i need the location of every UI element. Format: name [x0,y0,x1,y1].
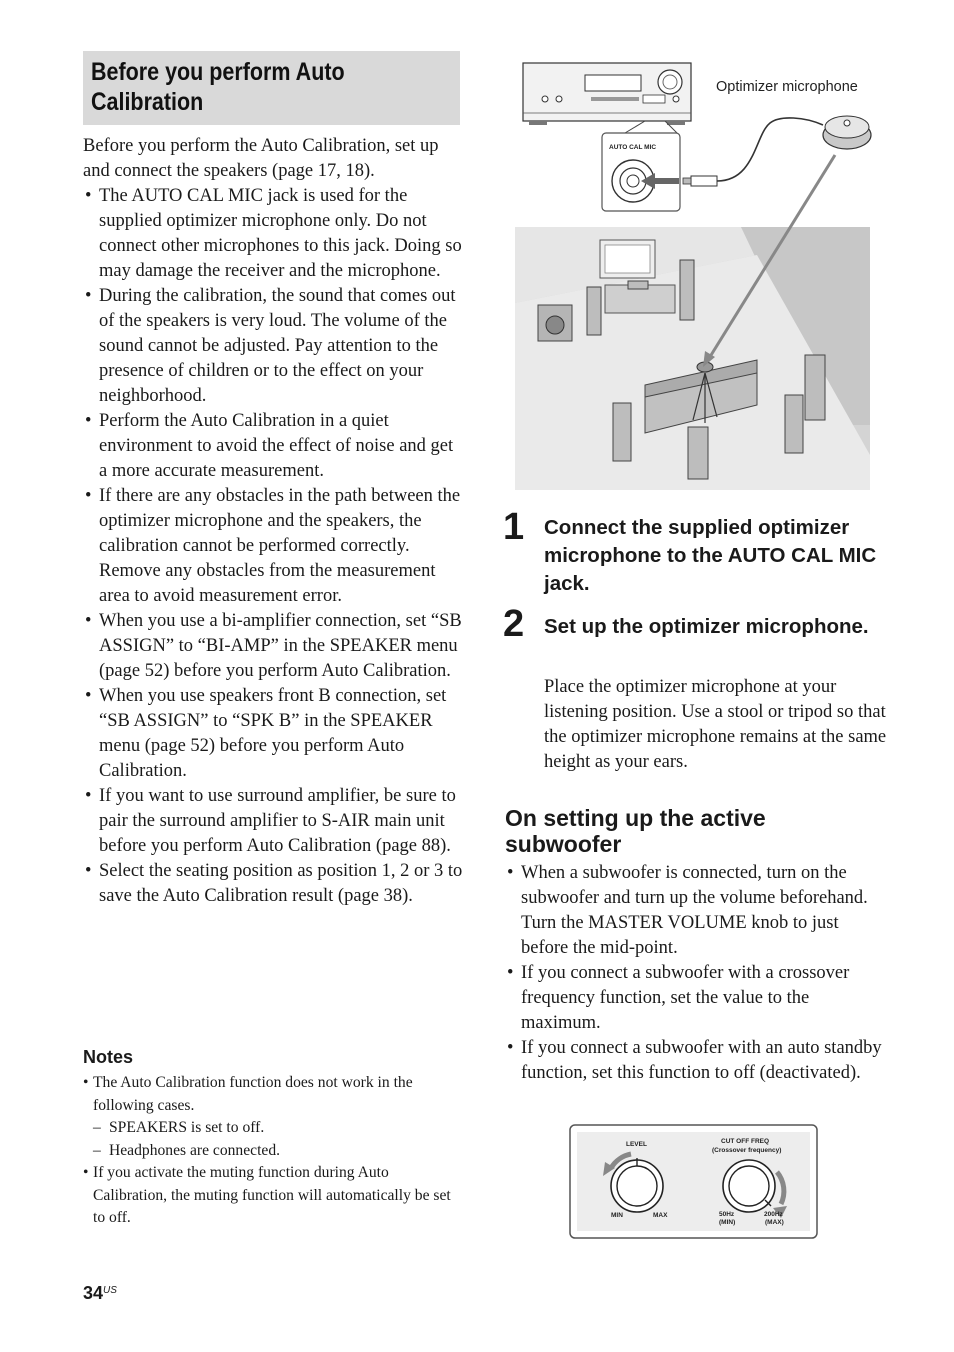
list-item: • If you connect a subwoofer with a crossover frequency function, set the value to the maximum. [505,961,890,1036]
level-min-label: MIN [611,1212,623,1219]
step-1-title: Connect the supplied optimizer microphone to the AUTO CAL MIC jack. [544,516,877,595]
freq-min-label: 50Hz [719,1211,735,1218]
precautions-list [83,184,463,909]
notes-list [83,1072,463,1230]
receiver-icon [523,63,691,125]
step-2-title: Set up the optimizer microphone. [544,615,869,638]
note-item: • If you activate the muting function during Auto Calibration, the muting function will automatically be set to off. [83,1162,463,1230]
list-item: • If there are any obstacles in the path between the optimizer microphone and the speakers, the calibration cannot be performed correctly. Remove any obstacles from the measurement area to avoid measurement error. [83,484,463,609]
page-number: $34^{US}$ [83,1283,117,1303]
notes-heading: Notes [83,1047,134,1067]
intro-paragraph: Before you perform the Auto Calibration, set up and connect the speakers (page 17, 18). [83,136,439,181]
list-item: • If you want to use surround amplifier, be sure to pair the surround amplifier to S-AIR main unit before you perform Auto Calibration (page 88). [83,784,463,859]
note-subitem: – Headphones are connected. [83,1140,463,1163]
section-title: Before you perform Auto Calibration [91,58,345,116]
list-item: • When a subwoofer is connected, turn on the subwoofer and turn up the volume beforehand. Turn the MASTER VOLUME knob to just before the mid-point. [505,861,890,961]
step-1-number: 1 [503,506,525,548]
list-item: • During the calibration, the sound that comes out of the speakers is very loud. The volume of the sound cannot be adjusted. Pay attention to the presence of children or to the effect on your neighborhood. [83,284,463,409]
optimizer-microphone-icon [823,116,871,149]
list-item: • When you use speakers front B connection, set “SB ASSIGN” to “SPK B” in the SPEAKER menu (page 52) before you perform Auto Calibration. [83,684,463,784]
list-item: • Perform the Auto Calibration in a quiet environment to avoid the effect of noise and get a more accurate measurement. [83,409,463,484]
note-subitem: – SPEAKERS is set to off. [83,1117,463,1140]
section-heading-box [83,51,460,125]
freq-min-sublabel: (MIN) [719,1219,736,1226]
step-2-body: Place the optimizer microphone at your listening position. Use a stool or tripod so that the optimizer microphone remains at the same height as your ears. [544,677,887,772]
subwoofer-list [505,861,890,1086]
cutoff-label: CUT OFF FREQ [721,1138,770,1145]
freq-max-sublabel: (MAX) [765,1219,784,1226]
list-item: • If you connect a subwoofer with an auto standby function, set this function to off (deactivated). [505,1036,890,1086]
page-suffix: US [103,1285,117,1296]
list-item: • Select the seating position as position 1, 2 or 3 to save the Auto Calibration result (page 38). [83,859,463,909]
auto-calibration-setup-illustration [505,55,885,495]
microphone-label: Optimizer microphone [716,79,858,95]
freq-max-label: 200Hz [764,1211,783,1218]
list-item: • The AUTO CAL MIC jack is used for the supplied optimizer microphone only. Do not connect other microphones to this jack. Doing so may damage the receiver and the microphone. [83,184,463,284]
note-item: • The Auto Calibration function does not work in the following cases. [83,1072,463,1117]
level-max-label: MAX [653,1212,668,1219]
cutoff-sublabel: (Crossover frequency) [712,1147,782,1154]
step-2-number: 2 [503,603,525,645]
list-item: • When you use a bi-amplifier connection, set “SB ASSIGN” to “BI-AMP” in the SPEAKER menu (page 52) before you perform Auto Calibration. [83,609,463,684]
auto-cal-mic-jack [602,133,680,211]
level-label: LEVEL [626,1141,647,1148]
jack-label: AUTO CAL MIC [609,144,657,151]
subwoofer-knob-panel [569,1124,819,1240]
subwoofer-heading: On setting up the active subwoofer [505,805,766,857]
cutoff-knob-icon [723,1160,775,1212]
room-illustration [515,227,870,490]
